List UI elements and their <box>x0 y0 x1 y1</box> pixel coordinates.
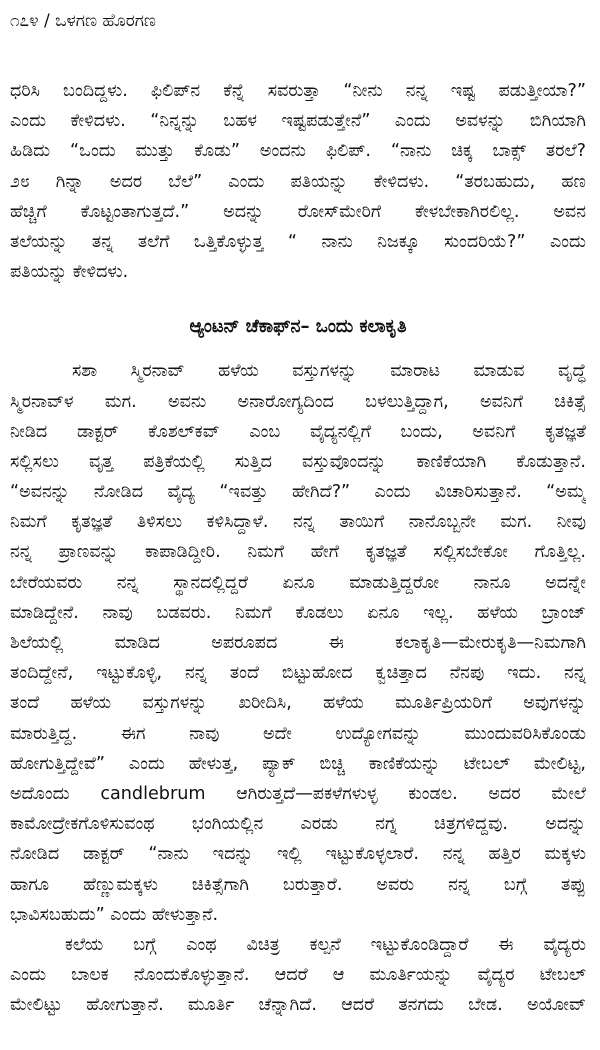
text-line: ಹಿಡಿದು “ಒಂದು ಮುತ್ತು ಕೊಡು” ಅಂದನು ಫಿಲಿಪ್. “ನಾನು ಚಿಕ್ಕ ಬಾಕ್ಸ್ ತರಲೆ? <box>10 141 586 162</box>
text-line: ನೀಡಿದ ಡಾಕ್ಟರ್ ಕೊಶಲ್‌ಕವ್ ಎಂಬ ವೈದ್ಯನಲ್ಲಿಗೆ ಬಂದು, ಅವನಿಗೆ ಕೃತಜ್ಞತೆ <box>10 421 586 442</box>
text-line: “ಅವನನ್ನು ನೋಡಿದ ವೈದ್ಯ “ಇವತ್ತು ಹೇಗಿದೆ?” ಎಂದು ವಿಚಾರಿಸುತ್ತಾನೆ. “ಅಮ್ಮ <box>10 482 586 503</box>
text-line: ಮೇಲಿಟ್ಟು ಹೋಗುತ್ತಾನೆ. ಮೂರ್ತಿ ಚೆನ್ನಾಗಿದೆ. ಆದರೆ ತನಗದು ಬೇಡ. ಅಯೋವ್ <box>10 995 586 1016</box>
paragraph-3 <box>10 930 586 1021</box>
text-line: ಮಾರುತ್ತಿದ್ದ. ಈಗ ನಾವು ಅದೇ ಉದ್ಯೋಗವನ್ನು ಮುಂದುವರಿಸಿಕೊಂಡು <box>10 723 586 744</box>
section-title: ಆ್ಯಂಟನ್ ಚೆಕಾಫ್‌ನ– ಒಂದು ಕಲಾಕೃತಿ <box>189 316 407 338</box>
text-line: ತಂದೆ ಹಳೆಯ ವಸ್ತುಗಳನ್ನು ಖರೀದಿಸಿ, ಹಳೆಯ ಮೂರ್ತಿಪ್ರಿಯರಿಗೆ ಅವುಗಳನ್ನು <box>10 693 586 714</box>
text-line: ಎಂದು ಕೇಳಿದಳು. “ನಿನ್ನನ್ನು ಬಹಳ ಇಷ್ಟಪಡುತ್ತೇನೆ” ಎಂದು ಅವಳನ್ನು ಬಿಗಿಯಾಗಿ <box>10 111 586 132</box>
text-line: ಮಾಡಿದ್ದೇನೆ. ನಾವು ಬಡವರು. ನಿಮಗೆ ಕೊಡಲು ಏನೂ ಇಲ್ಲ. ಹಳೆಯ ಬ್ರಾಂಜ್ <box>10 602 586 623</box>
text-line: ಸಶಾ ಸ್ಮಿರನಾವ್ ಹಳೆಯ ವಸ್ತುಗಳನ್ನು ಮಾರಾಟ ಮಾಡುವ ವೃದ್ಧೆ <box>72 361 586 382</box>
text-line: ಭಾವಿಸಬಹುದು” ಎಂದು ಹೇಳುತ್ತಾನೆ. <box>10 904 219 925</box>
text-line: ಸ್ಮಿರನಾವ್‌ಳ ಮಗ. ಅವನು ಅನಾರೋಗ್ಯದಿಂದ ಬಳಲುತ್ತಿದ್ದಾಗ, ಅವನಿಗೆ ಚಿಕಿತ್ಸೆ <box>10 391 586 412</box>
text-line: ಧರಿಸಿ ಬಂದಿದ್ದಳು. ಫಿಲಿಪ್‌ನ ಕೆನ್ನೆ ಸವರುತ್ತಾ “ನೀನು ನನ್ನ ಇಷ್ಟ ಪಡುತ್ತೀಯಾ?” <box>10 81 586 101</box>
paragraph-2 <box>10 356 586 930</box>
text-line: ಕಲೆಯ ಬಗ್ಗೆ ಎಂಥ ವಿಚಿತ್ರ ಕಲ್ಪನೆ ಇಟ್ಟುಕೊಂಡಿದ್ದಾರೆ ಈ ವೈದ್ಯರು <box>65 934 586 955</box>
text-line: ಅದೊಂದು candlebrum ಆಗಿರುತ್ತದೆ—ಪಕಳೆಗಳುಳ್ಳ ಕುಂಡಲ. ಅದರ ಮೇಲೆ <box>10 783 586 804</box>
text-line: ತಲೆಯನ್ನು ತನ್ನ ತಲೆಗೆ ಒತ್ತಿಕೊಳ್ಳುತ್ತ “ ನಾನು ನಿಜಕ್ಕೂ ಸುಂದರಿಯೆ?” ಎಂದು <box>10 231 586 252</box>
running-head: ೧೭೪ / ಒಳಗಣ ಹೊರಗಣ <box>10 11 156 31</box>
text-line: ಪತಿಯನ್ನು ಕೇಳಿದಳು. <box>10 262 129 283</box>
text-line: ಬೇರೆಯವರು ನನ್ನ ಸ್ಥಾನದಲ್ಲಿದ್ದರೆ ಏನೂ ಮಾಡುತ್ತಿದ್ದರೋ ನಾನೂ ಅದನ್ನೇ <box>10 572 586 593</box>
text-line: ಎಂದು ಬಾಲಕ ನೊಂದುಕೊಳ್ಳುತ್ತಾನೆ. ಆದರೆ ಆ ಮೂರ್ತಿಯನ್ನು ವೈದ್ಯರ ಟೇಬಲ್ <box>10 965 586 986</box>
paragraph-1 <box>10 76 586 287</box>
text-line: ಹೋಗುತ್ತಿದ್ದೇವೆ” ಎಂದು ಹೇಳುತ್ತ, ಪ್ಯಾಕ್ ಬಿಚ್ಚಿ ಕಾಣಿಕೆಯನ್ನು ಟೇಬಲ್ ಮೇಲಿಟ್ಟ, <box>10 753 586 774</box>
text-line: ಕಾಮೋದ್ರೇಕಗೊಳಿಸುವಂಥ ಭಂಗಿಯಲ್ಲಿನ ಎರಡು ನಗ್ನ ಚಿತ್ರಗಳಿದ್ದವು. ಅದನ್ನು <box>10 814 586 835</box>
text-line: ಶಿಲೆಯಲ್ಲಿ ಮಾಡಿದ ಅಪರೂಪದ ಈ ಕಲಾಕೃತಿ—ಮೇರುಕೃತಿ—ನಿಮಗಾಗಿ <box>10 633 586 653</box>
text-line: ಸಲ್ಲಿಸಲು ವೃತ್ತ ಪತ್ರಿಕೆಯಲ್ಲಿ ಸುತ್ತಿದ ವಸ್ತುವೊಂದನ್ನು ಕಾಣಿಕೆಯಾಗಿ ಕೊಡುತ್ತಾನೆ. <box>10 451 586 472</box>
text-line: ಹೆಚ್ಚಿಗೆ ಕೊಟ್ಟಂತಾಗುತ್ತದೆ.” ಅದನ್ನು ರೋಸ್‌ಮೇರಿಗೆ ಕೇಳಬೇಕಾಗಿರಲಿಲ್ಲ. ಅವನ <box>10 201 586 222</box>
text-line: ನನ್ನ ಪ್ರಾಣವನ್ನು ಕಾಪಾಡಿದ್ದೀರಿ. ನಿಮಗೆ ಹೇಗೆ ಕೃತಜ್ಞತೆ ಸಲ್ಲಿಸಬೇಕೋ ಗೊತ್ತಿಲ್ಲ. <box>10 542 586 563</box>
text-line: ತಂದಿದ್ದೇನೆ, ಇಟ್ಟುಕೊಳ್ಳಿ, ನನ್ನ ತಂದೆ ಬಿಟ್ಟುಹೋದ ಕ್ವಚಿತ್ತಾದ ನೆನಪು ಇದು. ನನ್ನ <box>10 663 586 684</box>
text-line: ಹಾಗೂ ಹೆಣ್ಣುಮಕ್ಕಳು ಚಿಕಿತ್ಸೆಗಾಗಿ ಬರುತ್ತಾರೆ. ಅವರು ನನ್ನ ಬಗ್ಗೆ ತಪ್ಪು <box>10 874 586 895</box>
text-line: ನಿಮಗೆ ಕೃತಜ್ಞತೆ ತಿಳಿಸಲು ಕಳಿಸಿದ್ದಾಳೆ. ನನ್ನ ತಾಯಿಗೆ ನಾನೊಬ್ಬನೇ ಮಗ. ನೀವು <box>10 512 586 533</box>
text-line: ನೋಡಿದ ಡಾಕ್ಟರ್ “ನಾನು ಇದನ್ನು ಇಲ್ಲಿ ಇಟ್ಟುಕೊಳ್ಳಲಾರೆ. ನನ್ನ ಹತ್ತಿರ ಮಕ್ಕಳು <box>10 844 586 865</box>
text-line: ೨೮ ಗಿನ್ನಾ ಅದರ ಬೆಲೆ” ಎಂದು ಪತಿಯನ್ನು ಕೇಳಿದಳು. “ತರಬಹುದು, ಹಣ <box>10 171 586 192</box>
